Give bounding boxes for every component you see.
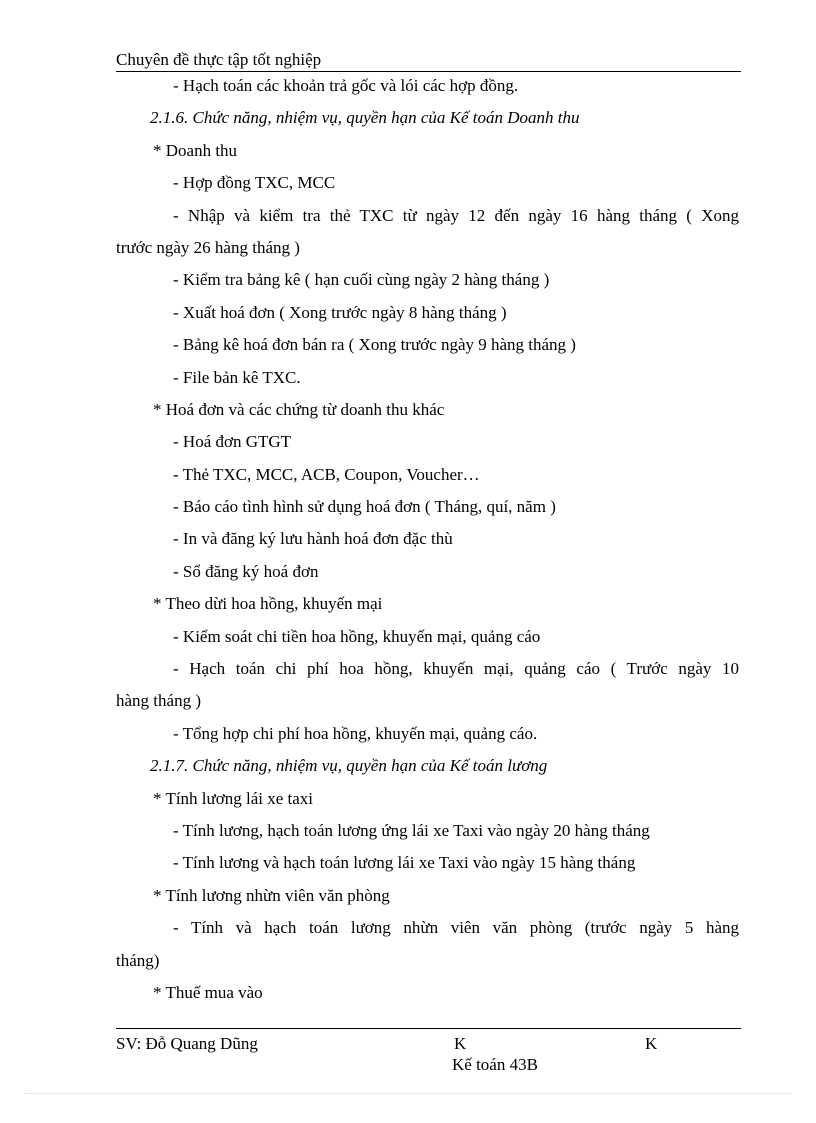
body-line: tháng)	[116, 950, 160, 970]
body-line: - Xuất hoá đơn ( Xong trước ngày 8 hàng tháng )	[173, 302, 507, 322]
body-line: - Kiểm tra bảng kê ( hạn cuối cùng ngày 2 hàng tháng )	[173, 270, 550, 290]
body-line: - Tính và hạch toán lương nhừn viên văn phòng (trước ngày 5 hàng	[173, 918, 739, 938]
footer-divider	[116, 1028, 741, 1029]
body-line: - Hoá đơn GTGT	[173, 432, 292, 452]
subheading: * Doanh thu	[153, 140, 238, 160]
body-line: hàng tháng )	[116, 691, 201, 711]
subheading: * Hoá đơn và các chứng từ doanh thu khác	[153, 399, 445, 419]
body-line: - Tổng hợp chi phí hoa hồng, khuyến mại, quảng cáo.	[173, 723, 538, 743]
body-line: - Bảng kê hoá đơn bán ra ( Xong trước ngày 9 hàng tháng )	[173, 335, 576, 355]
body-line: - Báo cáo tình hình sử dụng hoá đơn ( Tháng, quí, năm )	[173, 497, 556, 517]
body-line: - Hạch toán các khoản trả gốc và lói các hợp đồng.	[173, 76, 519, 95]
body-line: - Kiểm soát chi tiền hoa hồng, khuyến mại, quảng cáo	[173, 626, 541, 646]
body-line: - Tính lương và hạch toán lương lái xe Taxi vào ngày 15 hàng tháng	[173, 853, 636, 873]
body-line: - Hợp đồng TXC, MCC	[173, 173, 336, 193]
section-heading: 2.1.6. Chức năng, nhiệm vụ, quyền hạn của Kế toán Doanh thu	[150, 108, 580, 128]
running-header: Chuyên đề thực tập tốt nghiệp	[116, 50, 322, 69]
footer-class-name: Kế toán 43B	[452, 1055, 538, 1074]
footer-student-name: SV: Đỗ Quang Dũng	[116, 1034, 258, 1053]
subheading: * Tính lương lái xe taxi	[153, 788, 314, 808]
document-body	[116, 70, 739, 1009]
body-line: - Tính lương, hạch toán lương ứng lái xe Taxi vào ngày 20 hàng tháng	[173, 820, 650, 840]
body-line: - Sổ đăng ký hoá đơn	[173, 561, 319, 581]
page-edge-dots	[24, 1093, 792, 1094]
body-line: trước ngày 26 hàng tháng )	[116, 237, 300, 257]
subheading: * Thuế mua vào	[153, 982, 263, 1002]
subheading: * Theo dừi hoa hồng, khuyến mại	[153, 594, 383, 614]
footer-k-marker: K	[645, 1034, 658, 1053]
body-line: - Hạch toán chi phí hoa hồng, khuyến mại, quảng cáo ( Trước ngày 10	[173, 659, 739, 679]
body-line: - In và đăng ký lưu hành hoá đơn đặc thù	[173, 529, 453, 549]
body-line: - Thẻ TXC, MCC, ACB, Coupon, Voucher…	[173, 464, 480, 484]
body-line: - Nhập và kiểm tra thẻ TXC từ ngày 12 đến ngày 16 hàng tháng ( Xong	[173, 205, 739, 225]
subheading: * Tính lương nhừn viên văn phòng	[153, 885, 390, 905]
section-heading: 2.1.7. Chức năng, nhiệm vụ, quyền hạn của Kế toán lương	[150, 756, 548, 776]
footer-k-marker: K	[454, 1034, 467, 1053]
body-line: - File bản kê TXC.	[173, 367, 301, 387]
